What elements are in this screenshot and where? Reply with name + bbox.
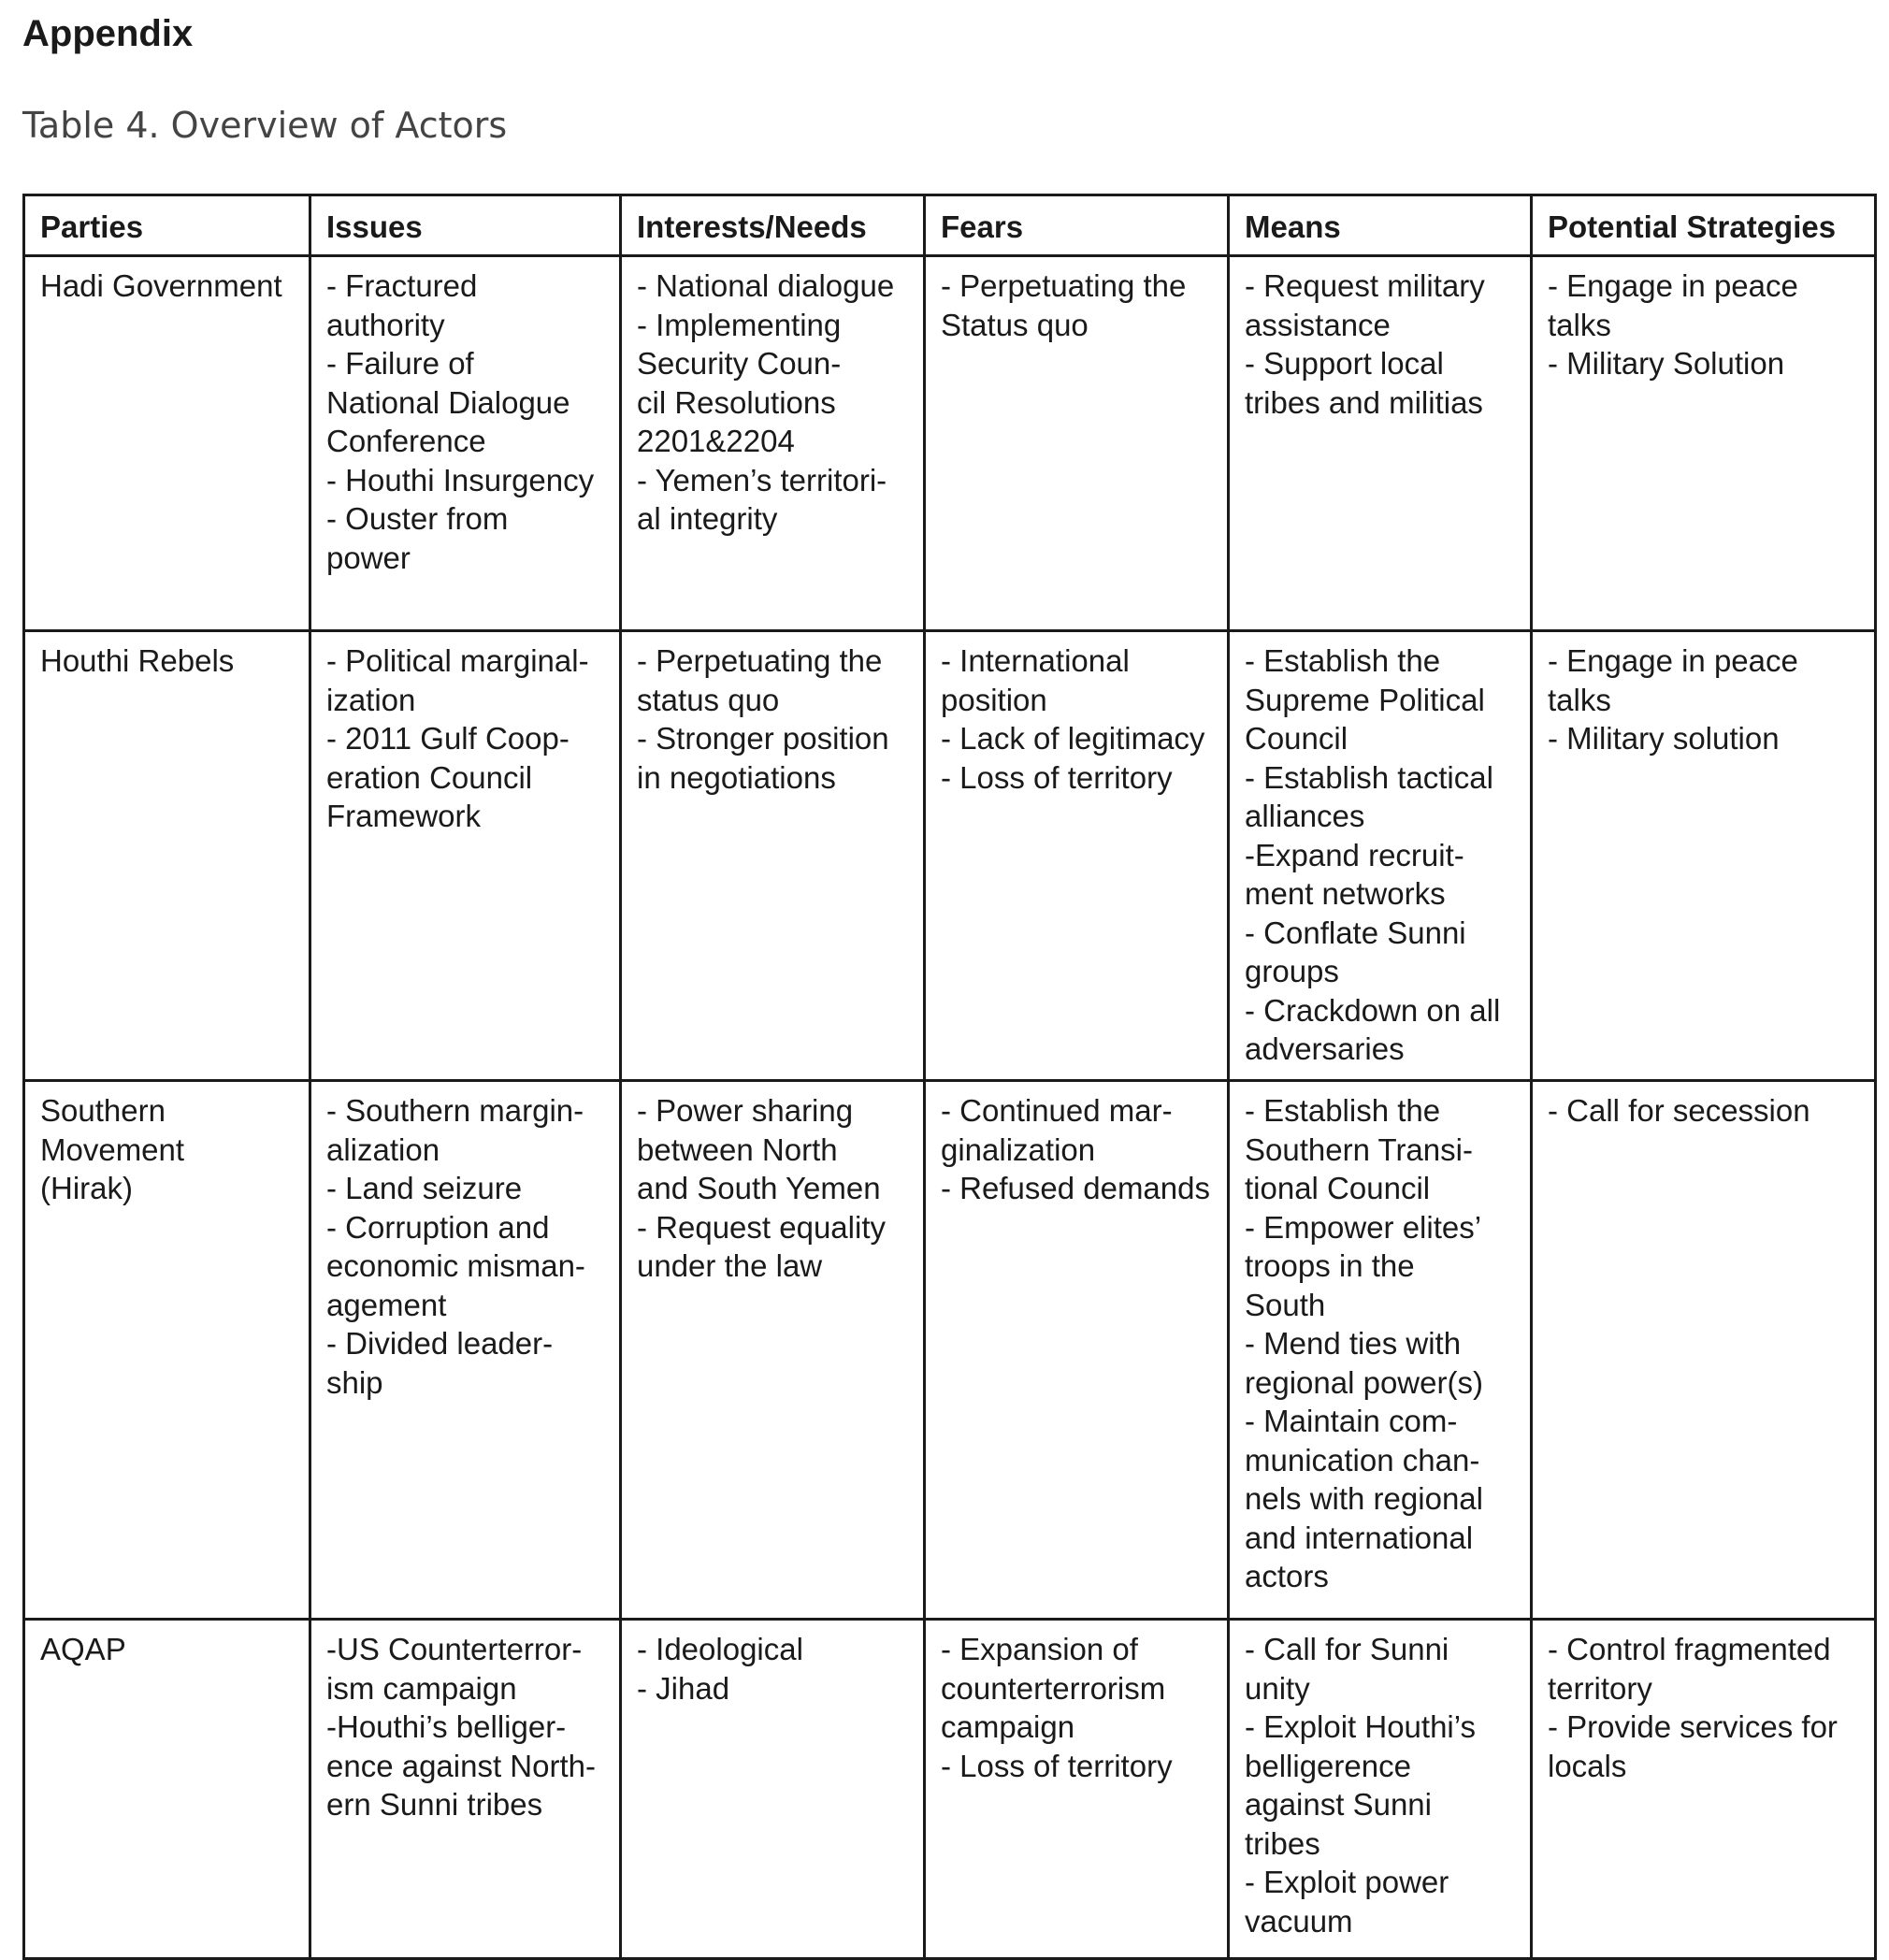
issues-cell: - Political marginal- ization - 2011 Gulf Coop- eration Council Framework [310,631,621,1081]
strategies-cell: - Engage in peace talks - Military solution [1532,631,1876,1081]
strategies-cell: - Call for secession [1532,1081,1876,1620]
interests-cell: - Perpetuating the status quo - Stronger position in negotiations [621,631,925,1081]
issues-cell: - Fractured authority - Failure of National Dialogue Conference - Houthi Insurgency - Ouster from power [310,256,621,631]
header-issues: Issues [310,195,621,256]
header-potential-strategies: Potential Strategies [1532,195,1876,256]
means-cell: - Call for Sunni unity - Exploit Houthi’s belligerence against Sunni tribes - Exploit power vacuum [1229,1620,1532,1959]
means-cell: - Request military assistance - Support local tribes and militias [1229,256,1532,631]
party-cell: Houthi Rebels [24,631,310,1081]
issues-cell: - Southern margin- alization - Land seizure - Corruption and economic misman- agement - Divided leader- ship [310,1081,621,1620]
party-cell: AQAP [24,1620,310,1959]
interests-cell: - National dialogue - Implementing Security Coun- cil Resolutions 2201&2204 - Yemen’s territori- al integrity [621,256,925,631]
party-cell: Southern Movement (Hirak) [24,1081,310,1620]
appendix-heading: Appendix [22,13,194,54]
means-cell: - Establish the Supreme Political Council - Establish tactical alliances -Expand recruit- ment networks - Conflate Sunni groups - Crackdown on all adversaries [1229,631,1532,1081]
table-caption: Table 4. Overview of Actors [22,105,508,146]
interests-cell: - Power sharing between North and South Yemen - Request equality under the law [621,1081,925,1620]
table-header-row [24,195,1876,256]
header-means: Means [1229,195,1532,256]
fears-cell: - International position - Lack of legitimacy - Loss of territory [925,631,1229,1081]
table-row [24,631,1876,1081]
table-row [24,1081,1876,1620]
fears-cell: - Expansion of counterterrorism campaign - Loss of territory [925,1620,1229,1959]
means-cell: - Establish the Southern Transi- tional Council - Empower elites’ troops in the South - Mend ties with regional power(s) - Maintain com- munication chan- nels with regional and international actors [1229,1081,1532,1620]
actors-table [22,194,1877,1960]
header-fears: Fears [925,195,1229,256]
fears-cell: - Perpetuating the Status quo [925,256,1229,631]
strategies-cell: - Engage in peace talks - Military Solution [1532,256,1876,631]
table-row [24,1620,1876,1959]
header-interests-needs: Interests/Needs [621,195,925,256]
fears-cell: - Continued mar- ginalization - Refused demands [925,1081,1229,1620]
header-parties: Parties [24,195,310,256]
party-cell: Hadi Government [24,256,310,631]
issues-cell: -US Counterterror- ism campaign -Houthi’s belliger- ence against North- ern Sunni tribes [310,1620,621,1959]
strategies-cell: - Control fragmented territory - Provide services for locals [1532,1620,1876,1959]
appendix-page [22,9,1874,1938]
interests-cell: - Ideological - Jihad [621,1620,925,1959]
table-row [24,256,1876,631]
